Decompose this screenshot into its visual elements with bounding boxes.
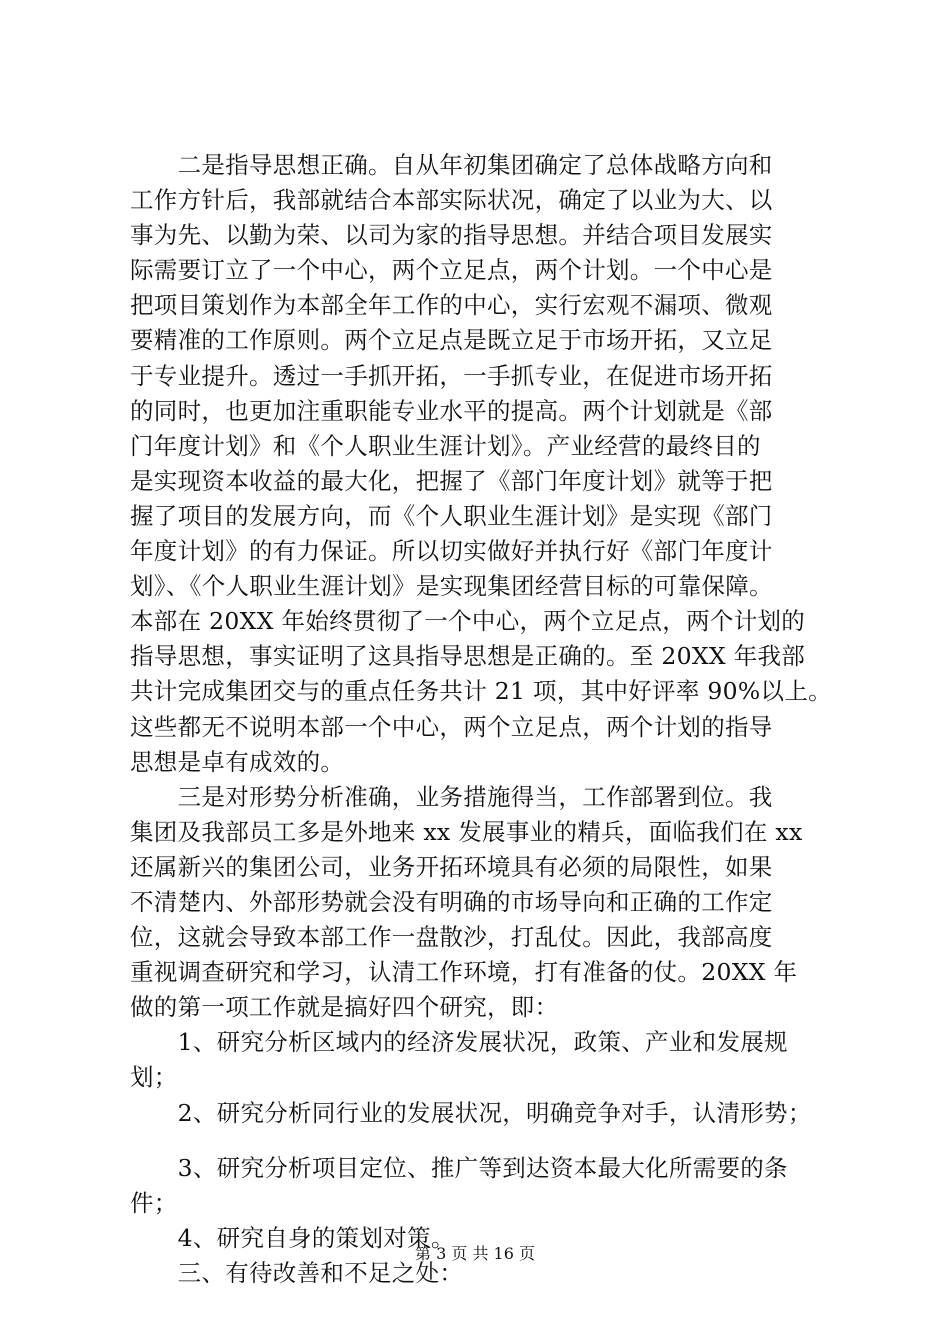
text-line: 划》、《个人职业生涯计划》是实现集团经营目标的可靠保障。 (130, 572, 773, 601)
text-line: 指导思想，事实证明了这具指导思想是正确的。至 20XX 年我部 (130, 642, 806, 671)
text-line: 把项目策划作为本部全年工作的中心，实行宏观不漏项、微观 (130, 291, 773, 320)
text-line: 的同时，也更加注重职能专业水平的提高。两个计划就是《部 (130, 396, 773, 425)
list-item-3: 3、研究分析项目定位、推广等到达资本最大化所需要的条 (130, 1153, 788, 1182)
text-line: 这些都无不说明本部一个中心，两个立足点，两个计划的指导 (130, 712, 773, 741)
section-heading: 三、有待改善和不足之处： (130, 1258, 464, 1287)
text-line: 于专业提升。透过一手抓开拓，一手抓专业，在促进市场开拓 (130, 361, 773, 390)
list-item-4: 4、研究自身的策划对策。 (130, 1223, 455, 1252)
page-number: 第 3 页 共 16 页 (415, 1244, 535, 1263)
text-line: 握了项目的发展方向，而《个人职业生涯计划》是实现《部门 (130, 501, 773, 530)
text-line: 重视调查研究和学习，认清工作环境，打有准备的仗。20XX 年 (130, 958, 798, 987)
text-line: 二是指导思想正确。自从年初集团确定了总体战略方向和 (130, 151, 773, 179)
text-line: 年度计划》的有力保证。所以切实做好并执行好《部门年度计 (130, 537, 773, 566)
list-item-2: 2、研究分析同行业的发展状况，明确竞争对手，认清形势； (130, 1098, 812, 1127)
text-line: 际需要订立了一个中心，两个立足点，两个计划。一个中心是 (130, 256, 773, 285)
text-line: 思想是卓有成效的。 (130, 747, 345, 776)
list-item-1: 1、研究分析区域内的经济发展状况，政策、产业和发展规 (130, 1028, 788, 1057)
document-body (130, 148, 835, 1291)
text-line: 是实现资本收益的最大化，把握了《部门年度计划》就等于把 (130, 466, 773, 495)
text-line: 集团及我部员工多是外地来 xx 发展事业的精兵，面临我们在 xx (130, 817, 803, 846)
text-line: 做的第一项工作就是搞好四个研究，即： (130, 993, 559, 1022)
text-line: 还属新兴的集团公司，业务开拓环境具有必须的局限性，如果 (130, 852, 773, 881)
text-line: 要精准的工作原则。两个立足点是既立足于市场开拓，又立足 (130, 326, 773, 355)
text-line: 位，这就会导致本部工作一盘散沙，打乱仗。因此，我部高度 (130, 923, 773, 952)
text-line: 工作方针后，我部就结合本部实际状况，确定了以业为大、以 (130, 186, 773, 215)
text-line: 本部在 20XX 年始终贯彻了一个中心，两个立足点，两个计划的 (130, 607, 806, 636)
blank-gap (130, 1131, 835, 1151)
list-item-3-cont: 件； (130, 1188, 178, 1217)
page-footer (0, 1244, 950, 1264)
text-line: 事为先、以勤为荣、以司为家的指导思想。并结合项目发展实 (130, 221, 773, 250)
text-line: 三是对形势分析准确，业务措施得当，工作部署到位。我 (130, 782, 773, 811)
text-line: 不清楚内、外部形势就会没有明确的市场导向和正确的工作定 (130, 887, 773, 916)
text-line: 共计完成集团交与的重点任务共计 21 项，其中好评率 90%以上。 (130, 677, 832, 706)
text-line: 门年度计划》和《个人职业生涯计划》。产业经营的最终目的 (130, 431, 761, 460)
list-item-1-cont: 划； (130, 1063, 178, 1092)
